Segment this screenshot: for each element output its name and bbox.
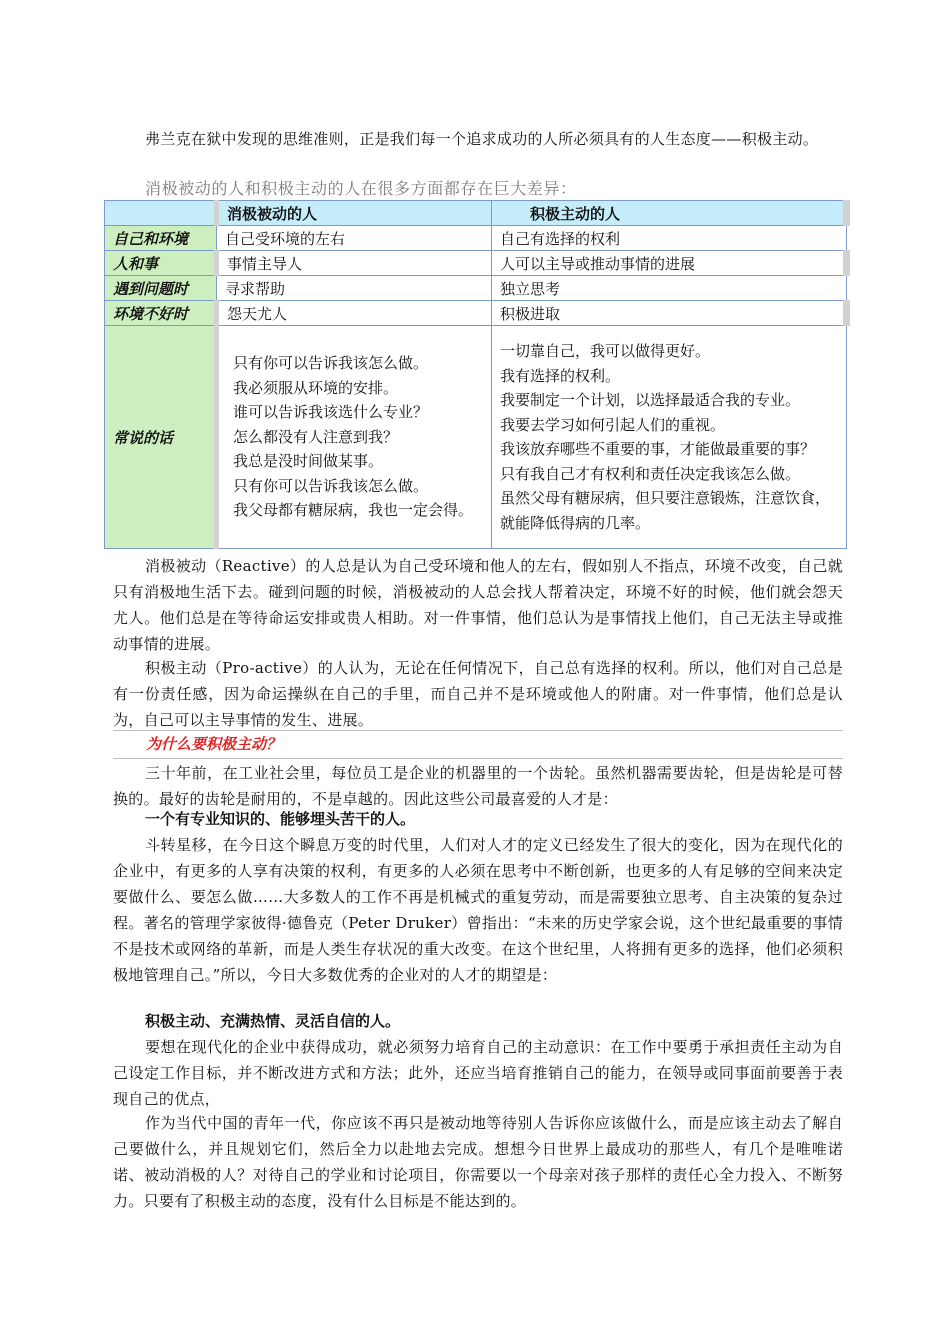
- list-item: 只有我自己才有权利和责任决定我该怎么做。: [500, 464, 801, 483]
- active-cell: 自己有选择的权利: [492, 226, 847, 251]
- active-cell: 独立思考: [492, 276, 847, 301]
- modern-paragraph: 斗转星移，在今日这个瞬息万变的时代里，人们对人才的定义已经发生了很大的变化，因为在现代化的企业中，有更多的人享有决策的权利，有更多的人必须在思考中不断创新，也更多的人有足够的空间来决定要做什么、要怎么做……大多数人的工作不再是机械式的重复劳动，而是需要独立思考、自主决策的复杂过程。著名的管理学家彼得·德鲁克（Peter Druker）曾指出：“未来的历史学家会说，这个世纪最重要的事情不是技术或网络的革新，而是人类生存状况的重大改变。在这个世纪里，人将拥有更多的选择，他们必须积极地管理自己。”所以，今日大多数优秀的企业对的人才的期望是：: [113, 836, 843, 984]
- youth-paragraph: 作为当代中国的青年一代，你应该不再只是被动地等待别人告诉你应该做什么，而是应该主动去了解自己要做什么，并且规划它们，然后全力以赴地去完成。想想今日世界上最成功的那些人，有几个是唯唯诺诺、被动消极的人？对待自己的学业和讨论项目，你需要以一个母亲对孩子那样的责任心全力投入、不断努力。只要有了积极主动的态度，没有什么目标是不能达到的。: [113, 1114, 843, 1210]
- active-cell: 人可以主导或推动事情的进展: [492, 251, 847, 276]
- table-row: [105, 276, 847, 301]
- list-item: 我要制定一个计划，以选择最适合我的专业。: [500, 391, 801, 409]
- success-paragraph: 要想在现代化的企业中获得成功，就必须努力培育自己的主动意识：在工作中要勇于承担责任主动为自己设定工作目标，并不断改进方式和方法；此外，还应当培育推销自己的能力，在领导或同事面前要善于表现自己的优点，: [113, 1038, 843, 1108]
- modern-ideal-statement: 积极主动、充满热情、灵活自信的人。: [145, 1012, 401, 1030]
- table-header-row: [105, 201, 847, 226]
- active-sayings: [492, 326, 847, 549]
- list-item: 虽然父母有糖尿病，但只要注意锻炼，注意饮食，就能降低得病的几率。: [500, 489, 831, 532]
- passive-cell: 事情主导人: [217, 251, 492, 276]
- passive-sayings-list: [233, 351, 483, 523]
- past-ideal-statement: 一个有专业知识的、能够埋头苦干的人。: [145, 810, 416, 828]
- list-item: 一切靠自己，我可以做得更好。: [500, 342, 711, 360]
- section-heading: 为什么要积极主动？: [146, 735, 282, 753]
- passive-cell: 寻求帮助: [217, 276, 492, 301]
- past-paragraph: 三十年前，在工业社会里，每位员工是企业的机器里的一个齿轮。虽然机器需要齿轮，但是齿轮是可替换的。最好的齿轮是耐用的，不是卓越的。因此这些公司最喜爱的人才是：: [113, 764, 843, 808]
- table-row: [105, 226, 847, 251]
- table-row: [105, 301, 847, 326]
- row-label: 环境不好时: [105, 301, 217, 326]
- row-label: 遇到问题时: [105, 276, 217, 301]
- list-item: 我父母都有糖尿病，我也一定会得。: [233, 501, 474, 520]
- header-empty-cell: [105, 201, 217, 226]
- list-item: 怎么都没有人注意到我？: [233, 427, 399, 446]
- list-item: 只有你可以告诉我该怎么做。: [233, 476, 429, 495]
- proactive-paragraph: 积极主动（Pro-active）的人认为，无论在任何情况下，自己总有选择的权利。所以，他们对自己总是有一份责任感，因为命运操纵在自己的手里，而自己并不是环境或他人的附庸。对一件事情，他们总是认为，自己可以主导事情的发生、进展。: [113, 659, 843, 729]
- row-label: 人和事: [105, 251, 217, 276]
- sayings-label: 常说的话: [105, 326, 217, 549]
- sayings-row: [105, 326, 847, 549]
- intro-paragraph: 弗兰克在狱中发现的思维准则，正是我们每一个追求成功的人所必须具有的人生态度——积极主动。: [145, 130, 819, 148]
- table-row: [105, 251, 847, 276]
- table-caption: 消极被动的人和积极主动的人在很多方面都存在巨大差异：: [145, 179, 577, 198]
- passive-cell: 自己受环境的左右: [217, 226, 492, 251]
- list-item: 我该放弃哪些不重要的事，才能做最重要的事？: [500, 440, 816, 458]
- section-heading-bar: [113, 730, 843, 759]
- passive-cell: 怨天尤人: [217, 301, 492, 326]
- header-passive: 消极被动的人: [217, 201, 492, 226]
- active-cell: 积极进取: [492, 301, 847, 326]
- active-sayings-list: [500, 339, 838, 535]
- list-item: 我要去学习如何引起人们的重视。: [500, 415, 726, 434]
- list-item: 我必须服从环境的安排。: [233, 378, 399, 397]
- passive-sayings: [217, 326, 492, 549]
- header-active: 积极主动的人: [492, 201, 847, 226]
- list-item: 我总是没时间做某事。: [233, 452, 384, 471]
- list-item: 谁可以告诉我该选什么专业？: [233, 403, 429, 422]
- row-label: 自己和环境: [105, 226, 217, 251]
- comparison-table: [104, 200, 850, 549]
- reactive-paragraph: 消极被动（Reactive）的人总是认为自己受环境和他人的左右，假如别人不指点，环境不改变，自己就只有消极地生活下去。碰到问题的时候，消极被动的人总会找人帮着决定，环境不好的时候，他们就会怨天尤人。他们总是在等待命运安排或贵人相助。对一件事情，他们总认为是事情找上他们，自己无法主导或推动事情的进展。: [113, 557, 843, 653]
- list-item: 只有你可以告诉我该怎么做。: [233, 354, 429, 373]
- list-item: 我有选择的权利。: [500, 366, 621, 385]
